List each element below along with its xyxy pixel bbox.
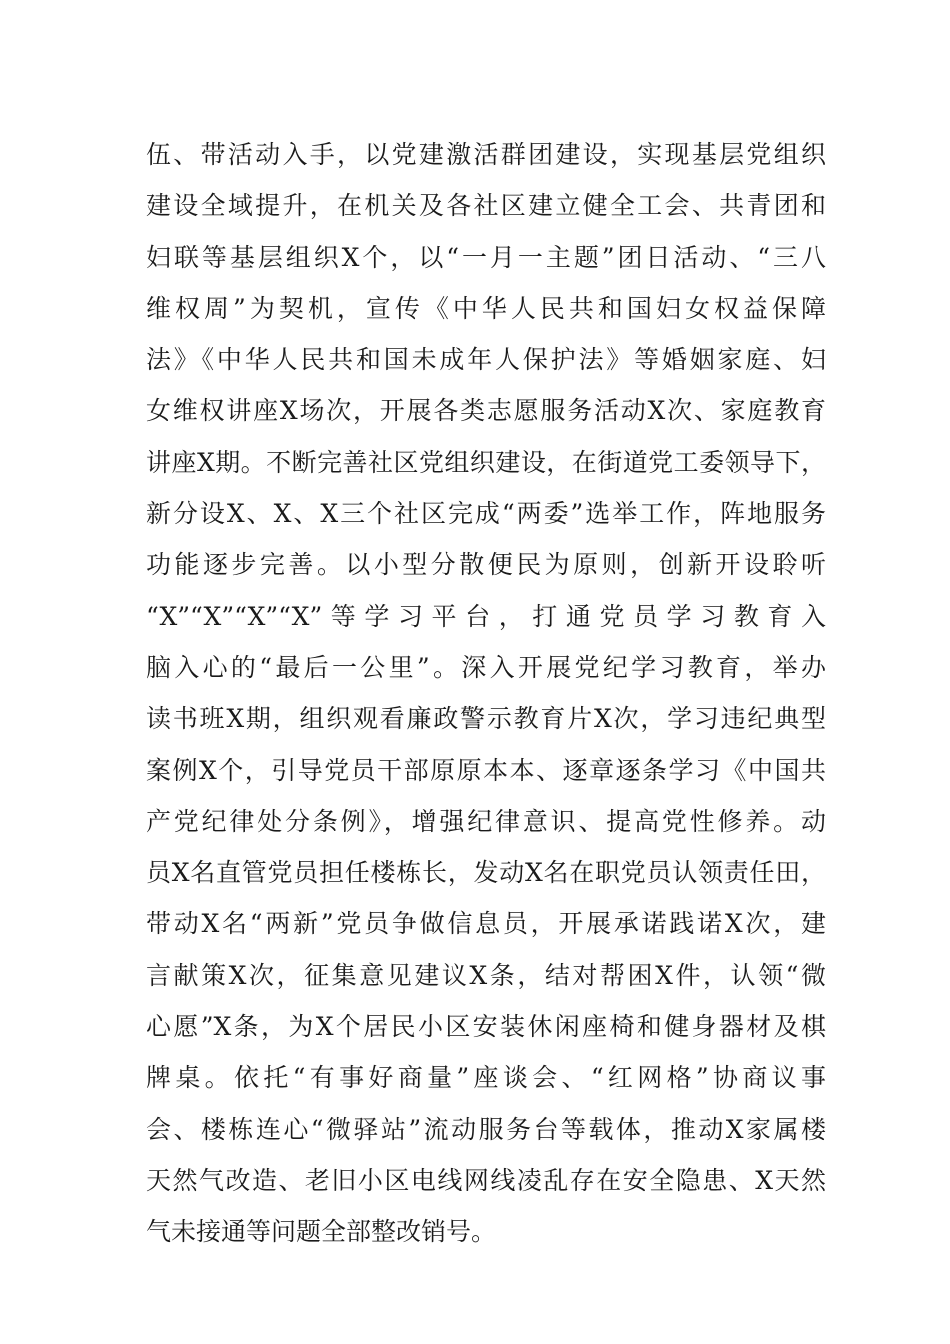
paragraph-line: 带动X名“两新”党员争做信息员，开展承诺践诺X次，建 [146,909,826,939]
body-paragraph [146,129,826,1258]
paragraph-line: 法》《中华人民共和国未成年人保护法》等婚姻家庭、妇 [146,345,826,375]
paragraph-line: 脑入心的“最后一公里”。深入开展党纪学习教育，举办 [146,652,826,682]
paragraph-line: 心愿”X条，为X个居民小区安装休闲座椅和健身器材及棋 [146,1012,826,1042]
paragraph-line: 员X名直管党员担任楼栋长，发动X名在职党员认领责任田， [146,858,826,888]
paragraph-line: 言献策X次，征集意见建议X条，结对帮困X件，认领“微 [146,960,826,990]
paragraph-line: 读书班X期，组织观看廉政警示教育片X次，学习违纪典型 [146,704,826,734]
paragraph-line: 讲座X期。不断完善社区党组织建设，在街道党工委领导下， [146,447,826,477]
paragraph-line: 建设全域提升，在机关及各社区建立健全工会、共青团和 [146,191,826,221]
paragraph-line: “X”“X”“X”“X”等学习平台，打通党员学习教育入 [146,601,826,631]
paragraph-line: 新分设X、X、X三个社区完成“两委”选举工作，阵地服务 [146,499,826,529]
paragraph-line: 会、楼栋连心“微驿站”流动服务台等载体，推动X家属楼 [146,1114,826,1144]
paragraph-line: 气未接通等问题全部整改销号。 [146,1217,497,1247]
paragraph-line: 牌桌。依托“有事好商量”座谈会、“红网格”协商议事 [146,1063,826,1093]
paragraph-line: 维权周”为契机，宣传《中华人民共和国妇女权益保障 [146,293,826,323]
paragraph-line: 产党纪律处分条例》，增强纪律意识、提高党性修养。动 [146,806,826,836]
paragraph-line: 伍、带活动入手，以党建激活群团建设，实现基层党组织 [146,140,826,169]
paragraph-line: 功能逐步完善。以小型分散便民为原则，创新开设聆听 [146,550,826,580]
paragraph-line: 女维权讲座X场次，开展各类志愿服务活动X次、家庭教育 [146,396,826,426]
paragraph-line: 妇联等基层组织X个，以“一月一主题”团日活动、“三八 [146,242,826,272]
paragraph-line: 案例X个，引导党员干部原原本本、逐章逐条学习《中国共 [146,755,826,785]
paragraph-line: 天然气改造、老旧小区电线网线凌乱存在安全隐患、X天然 [146,1165,826,1195]
